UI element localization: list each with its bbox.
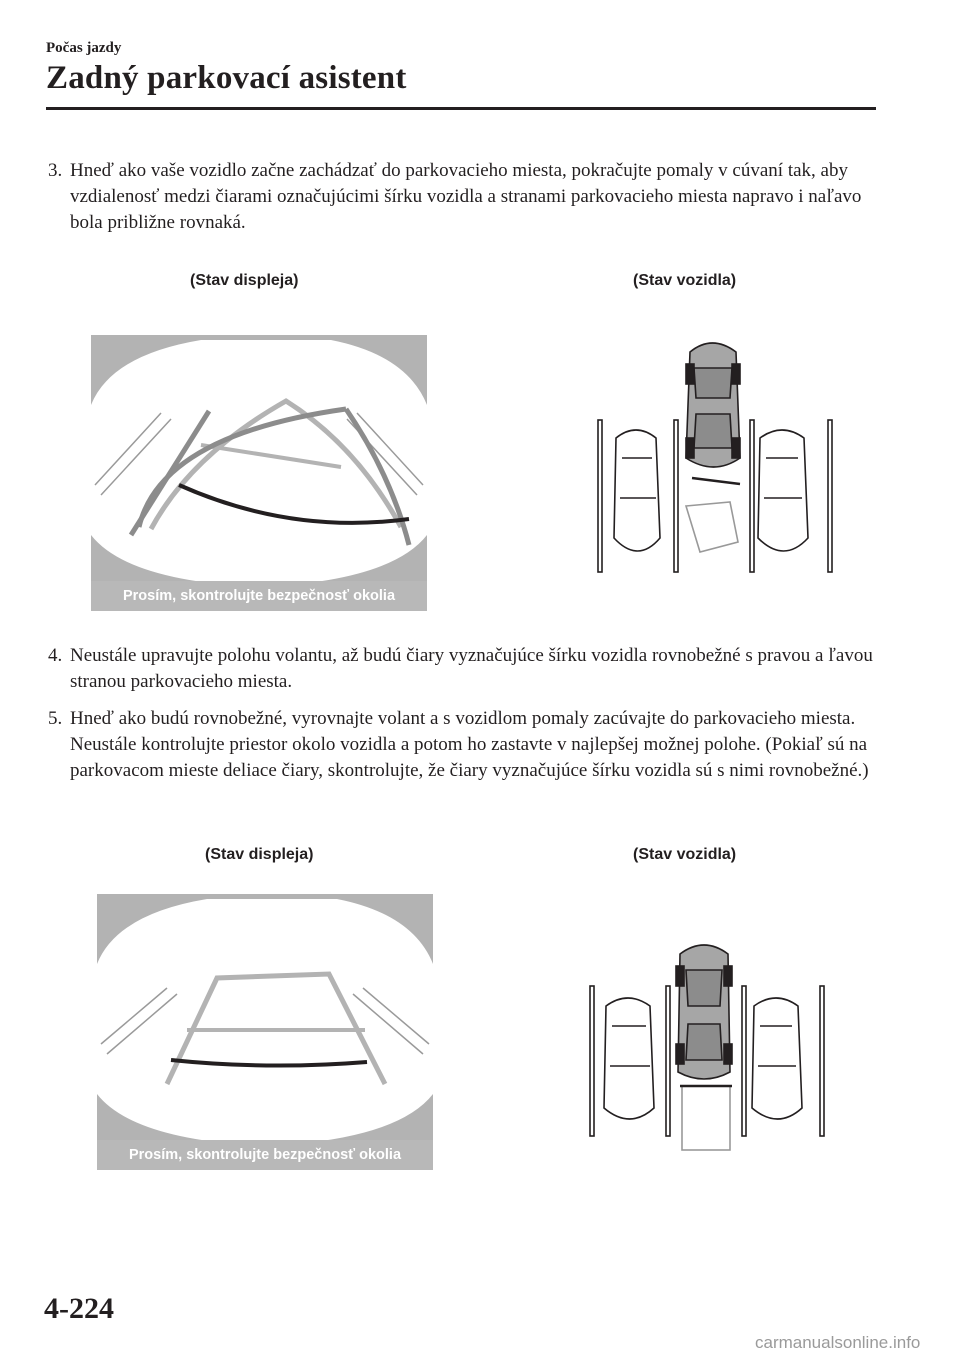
vehicle-state-caption: (Stav vozidla) (633, 846, 737, 863)
step-text: Neustále upravujte polohu volantu, až budú čiary vyznačujúce šírku vozidla rovnobežné s pravou a ľavou stranou parkovacieho miesta. (70, 645, 873, 692)
vehicle-position-illustration (590, 338, 850, 578)
display-state-caption: (Stav displeja) (190, 272, 299, 289)
display-state-caption: (Stav displeja) (205, 846, 314, 863)
step-number: 5. (48, 708, 63, 729)
page-title: Zadný parkovací asistent (46, 60, 407, 96)
safety-warning: Prosím, skontrolujte bezpečnosť okolia (97, 1140, 433, 1170)
camera-display-figure (91, 335, 427, 611)
step-text: Hneď ako budú rovnobežné, vyrovnajte volant a s vozidlom pomaly zacúvajte do parkovacieho miesta. Neustále kontrolujte priestor okolo vozidla a potom ho zastavte v najlepšej možnej polohe. (Pokiaľ sú na parkovacom mieste deliace čiary, skontrolujte, že čiary vyznačujúce šírku vozidla sú s nimi rovnobežné.) (70, 708, 869, 781)
camera-display-figure (97, 894, 433, 1170)
camera-view-illustration (91, 335, 427, 611)
step-number: 3. (48, 160, 63, 181)
title-divider (46, 107, 876, 110)
step-text: Hneď ako vaše vozidlo začne zachádzať do parkovacieho miesta, pokračujte pomaly v cúvaní tak, aby vzdialenosť medzi čiarami označujúcimi šírku vozidla a stranami parkovacieho miesta napravo i naľavo bola približne rovnaká. (70, 160, 862, 233)
section-label: Počas jazdy (46, 40, 122, 56)
watermark: carmanualsonline.info (755, 1333, 921, 1352)
page-number: 4-224 (44, 1292, 114, 1325)
vehicle-position-illustration (580, 940, 840, 1160)
step-4 (48, 643, 884, 695)
step-3 (48, 158, 884, 236)
camera-view-illustration (97, 894, 433, 1170)
safety-warning: Prosím, skontrolujte bezpečnosť okolia (91, 581, 427, 611)
step-5 (48, 706, 884, 784)
step-number: 4. (48, 645, 63, 666)
vehicle-state-caption: (Stav vozidla) (633, 272, 737, 289)
